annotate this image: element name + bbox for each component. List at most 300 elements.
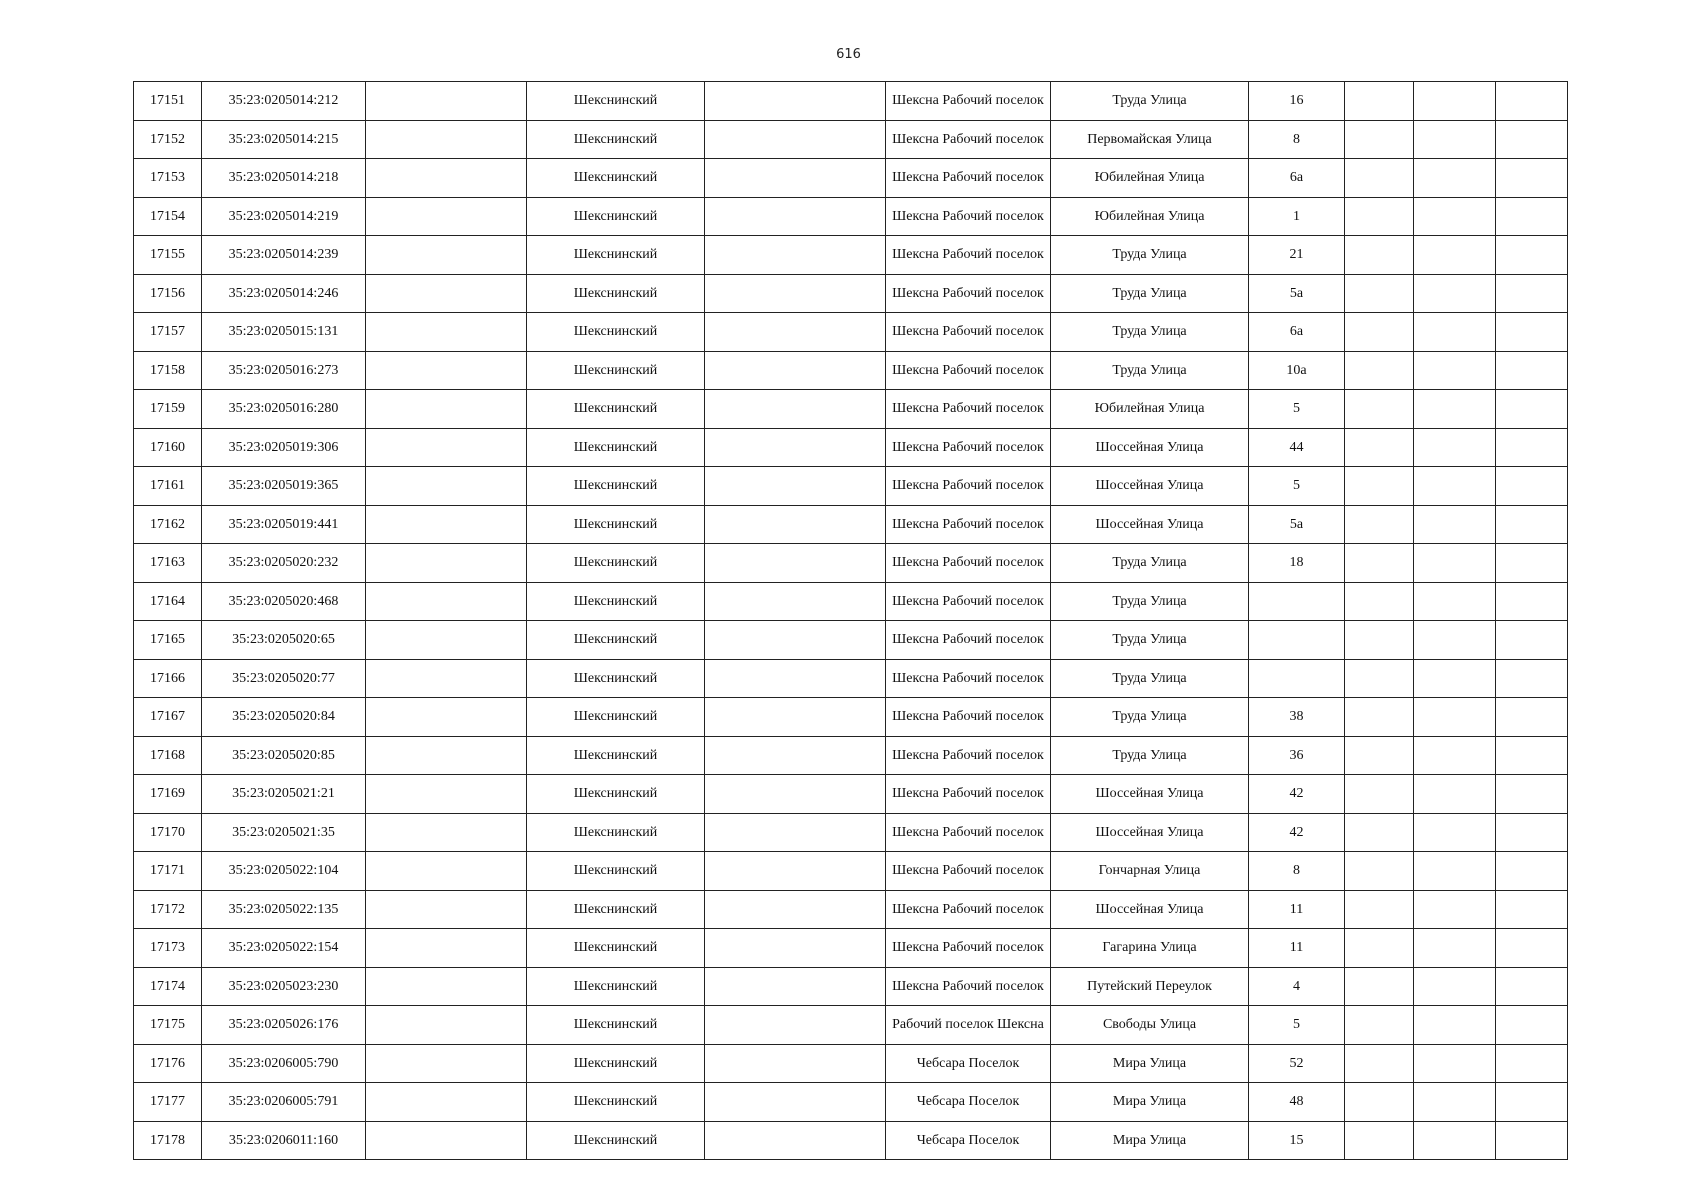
settlement-cell: Шексна Рабочий поселок [886,775,1051,814]
district-cell: Шекснинский [527,351,705,390]
blank-cell [1496,929,1568,968]
street-cell: Труда Улица [1051,236,1249,275]
blank-cell [1345,775,1414,814]
district-cell: Шекснинский [527,274,705,313]
house-number-cell: 6а [1249,159,1345,198]
district-cell: Шекснинский [527,467,705,506]
blank-cell [1496,120,1568,159]
house-number-cell [1249,582,1345,621]
settlement-cell: Шексна Рабочий поселок [886,582,1051,621]
row-number-cell: 17162 [134,505,202,544]
settlement-cell: Шексна Рабочий поселок [886,698,1051,737]
street-cell: Шоссейная Улица [1051,467,1249,506]
house-number-cell: 5а [1249,505,1345,544]
settlement-cell: Шексна Рабочий поселок [886,505,1051,544]
cadastral-number-cell: 35:23:0206005:790 [202,1044,366,1083]
house-number-cell: 38 [1249,698,1345,737]
house-number-cell: 36 [1249,736,1345,775]
settlement-cell: Шексна Рабочий поселок [886,621,1051,660]
blank-cell [705,236,886,275]
blank-cell [705,967,886,1006]
blank-cell [1496,1121,1568,1160]
district-cell: Шекснинский [527,313,705,352]
district-cell: Шекснинский [527,236,705,275]
row-number-cell: 17171 [134,852,202,891]
blank-cell [1345,1006,1414,1045]
district-cell: Шекснинский [527,390,705,429]
house-number-cell: 48 [1249,1083,1345,1122]
blank-cell [1345,505,1414,544]
street-cell: Труда Улица [1051,736,1249,775]
blank-cell [1414,1006,1496,1045]
blank-cell [366,775,527,814]
street-cell: Юбилейная Улица [1051,159,1249,198]
blank-cell [366,390,527,429]
blank-cell [705,775,886,814]
cadastral-number-cell: 35:23:0205014:218 [202,159,366,198]
settlement-cell: Шексна Рабочий поселок [886,659,1051,698]
blank-cell [366,813,527,852]
cadastral-number-cell: 35:23:0205015:131 [202,313,366,352]
house-number-cell: 5 [1249,1006,1345,1045]
blank-cell [366,1083,527,1122]
settlement-cell: Шексна Рабочий поселок [886,852,1051,891]
blank-cell [1414,351,1496,390]
blank-cell [705,698,886,737]
row-number-cell: 17158 [134,351,202,390]
house-number-cell: 8 [1249,852,1345,891]
blank-cell [1496,698,1568,737]
table-row [134,1083,1568,1122]
cadastral-number-cell: 35:23:0205020:84 [202,698,366,737]
blank-cell [366,505,527,544]
blank-cell [1345,274,1414,313]
cadastral-number-cell: 35:23:0205020:232 [202,544,366,583]
blank-cell [1345,852,1414,891]
blank-cell [705,659,886,698]
blank-cell [366,82,527,121]
table-row [134,659,1568,698]
table-row [134,351,1568,390]
settlement-cell: Шексна Рабочий поселок [886,82,1051,121]
blank-cell [705,82,886,121]
cadastral-number-cell: 35:23:0206011:160 [202,1121,366,1160]
settlement-cell: Чебсара Поселок [886,1083,1051,1122]
table-row [134,698,1568,737]
blank-cell [1345,236,1414,275]
row-number-cell: 17168 [134,736,202,775]
blank-cell [1496,274,1568,313]
district-cell: Шекснинский [527,197,705,236]
settlement-cell: Шексна Рабочий поселок [886,967,1051,1006]
house-number-cell: 21 [1249,236,1345,275]
row-number-cell: 17160 [134,428,202,467]
blank-cell [1496,351,1568,390]
blank-cell [705,890,886,929]
blank-cell [366,852,527,891]
blank-cell [366,467,527,506]
row-number-cell: 17175 [134,1006,202,1045]
street-cell: Труда Улица [1051,698,1249,737]
settlement-cell: Шексна Рабочий поселок [886,313,1051,352]
district-cell: Шекснинский [527,1083,705,1122]
row-number-cell: 17167 [134,698,202,737]
table-row [134,813,1568,852]
blank-cell [705,1083,886,1122]
blank-cell [1496,313,1568,352]
house-number-cell: 11 [1249,929,1345,968]
street-cell: Путейский Переулок [1051,967,1249,1006]
blank-cell [1345,544,1414,583]
street-cell: Юбилейная Улица [1051,390,1249,429]
street-cell: Первомайская Улица [1051,120,1249,159]
blank-cell [705,621,886,660]
district-cell: Шекснинский [527,82,705,121]
blank-cell [705,351,886,390]
blank-cell [1414,621,1496,660]
row-number-cell: 17173 [134,929,202,968]
house-number-cell: 10а [1249,351,1345,390]
blank-cell [1414,505,1496,544]
settlement-cell: Шексна Рабочий поселок [886,390,1051,429]
cadastral-number-cell: 35:23:0205023:230 [202,967,366,1006]
settlement-cell: Чебсара Поселок [886,1044,1051,1083]
blank-cell [705,813,886,852]
street-cell: Юбилейная Улица [1051,197,1249,236]
district-cell: Шекснинский [527,698,705,737]
row-number-cell: 17157 [134,313,202,352]
row-number-cell: 17177 [134,1083,202,1122]
blank-cell [705,505,886,544]
blank-cell [1345,1121,1414,1160]
house-number-cell: 42 [1249,813,1345,852]
blank-cell [1496,967,1568,1006]
row-number-cell: 17172 [134,890,202,929]
blank-cell [366,929,527,968]
table-row [134,313,1568,352]
blank-cell [1496,621,1568,660]
row-number-cell: 17165 [134,621,202,660]
blank-cell [366,582,527,621]
table-row [134,544,1568,583]
district-cell: Шекснинский [527,159,705,198]
house-number-cell [1249,659,1345,698]
blank-cell [1496,236,1568,275]
table-row [134,1121,1568,1160]
blank-cell [1414,852,1496,891]
table-row [134,967,1568,1006]
street-cell: Шоссейная Улица [1051,890,1249,929]
registry-table-body [134,82,1568,1160]
street-cell: Труда Улица [1051,351,1249,390]
district-cell: Шекснинский [527,428,705,467]
district-cell: Шекснинский [527,582,705,621]
blank-cell [1414,967,1496,1006]
blank-cell [1496,852,1568,891]
blank-cell [1414,582,1496,621]
row-number-cell: 17163 [134,544,202,583]
blank-cell [1345,390,1414,429]
table-row [134,582,1568,621]
settlement-cell: Шексна Рабочий поселок [886,890,1051,929]
blank-cell [366,698,527,737]
blank-cell [366,351,527,390]
blank-cell [1414,236,1496,275]
blank-cell [705,1006,886,1045]
settlement-cell: Шексна Рабочий поселок [886,351,1051,390]
cadastral-number-cell: 35:23:0205019:365 [202,467,366,506]
blank-cell [705,120,886,159]
blank-cell [705,1044,886,1083]
settlement-cell: Чебсара Поселок [886,1121,1051,1160]
street-cell: Шоссейная Улица [1051,428,1249,467]
street-cell: Шоссейная Улица [1051,813,1249,852]
table-row [134,1044,1568,1083]
district-cell: Шекснинский [527,852,705,891]
table-row [134,197,1568,236]
row-number-cell: 17170 [134,813,202,852]
district-cell: Шекснинский [527,120,705,159]
cadastral-number-cell: 35:23:0205014:219 [202,197,366,236]
house-number-cell: 11 [1249,890,1345,929]
settlement-cell: Шексна Рабочий поселок [886,159,1051,198]
blank-cell [1345,313,1414,352]
blank-cell [1345,159,1414,198]
blank-cell [1345,467,1414,506]
blank-cell [705,852,886,891]
district-cell: Шекснинский [527,967,705,1006]
row-number-cell: 17178 [134,1121,202,1160]
district-cell: Шекснинский [527,813,705,852]
page-number: 616 [836,47,861,62]
district-cell: Шекснинский [527,890,705,929]
blank-cell [1496,467,1568,506]
blank-cell [1496,736,1568,775]
cadastral-number-cell: 35:23:0205016:280 [202,390,366,429]
blank-cell [366,1121,527,1160]
house-number-cell: 1 [1249,197,1345,236]
street-cell: Свободы Улица [1051,1006,1249,1045]
settlement-cell: Шексна Рабочий поселок [886,813,1051,852]
district-cell: Шекснинский [527,929,705,968]
blank-cell [1496,582,1568,621]
blank-cell [705,428,886,467]
table-row [134,390,1568,429]
blank-cell [1345,698,1414,737]
cadastral-number-cell: 35:23:0206005:791 [202,1083,366,1122]
table-row [134,82,1568,121]
blank-cell [366,159,527,198]
blank-cell [1496,505,1568,544]
blank-cell [366,236,527,275]
district-cell: Шекснинский [527,775,705,814]
street-cell: Труда Улица [1051,621,1249,660]
house-number-cell: 5 [1249,390,1345,429]
cadastral-number-cell: 35:23:0205014:212 [202,82,366,121]
row-number-cell: 17156 [134,274,202,313]
blank-cell [1345,929,1414,968]
house-number-cell: 6а [1249,313,1345,352]
district-cell: Шекснинский [527,621,705,660]
blank-cell [1345,428,1414,467]
blank-cell [366,967,527,1006]
cadastral-number-cell: 35:23:0205022:135 [202,890,366,929]
blank-cell [366,274,527,313]
cadastral-number-cell: 35:23:0205019:441 [202,505,366,544]
table-row [134,120,1568,159]
blank-cell [1345,197,1414,236]
blank-cell [1414,929,1496,968]
blank-cell [1345,351,1414,390]
street-cell: Шоссейная Улица [1051,775,1249,814]
blank-cell [1414,428,1496,467]
cadastral-number-cell: 35:23:0205026:176 [202,1006,366,1045]
settlement-cell: Рабочий поселок Шексна [886,1006,1051,1045]
blank-cell [1345,890,1414,929]
district-cell: Шекснинский [527,659,705,698]
cadastral-number-cell: 35:23:0205014:239 [202,236,366,275]
blank-cell [1414,698,1496,737]
blank-cell [1345,813,1414,852]
blank-cell [366,890,527,929]
cadastral-number-cell: 35:23:0205020:468 [202,582,366,621]
house-number-cell: 4 [1249,967,1345,1006]
blank-cell [1496,428,1568,467]
table-row [134,274,1568,313]
blank-cell [1496,82,1568,121]
blank-cell [705,274,886,313]
blank-cell [366,428,527,467]
table-row [134,852,1568,891]
row-number-cell: 17164 [134,582,202,621]
settlement-cell: Шексна Рабочий поселок [886,236,1051,275]
cadastral-number-cell: 35:23:0205022:104 [202,852,366,891]
blank-cell [1496,197,1568,236]
row-number-cell: 17153 [134,159,202,198]
blank-cell [1496,159,1568,198]
blank-cell [1345,1083,1414,1122]
blank-cell [366,1044,527,1083]
blank-cell [1345,582,1414,621]
blank-cell [1414,544,1496,583]
row-number-cell: 17159 [134,390,202,429]
blank-cell [1414,775,1496,814]
table-row [134,467,1568,506]
street-cell: Труда Улица [1051,274,1249,313]
cadastral-number-cell: 35:23:0205014:246 [202,274,366,313]
blank-cell [366,736,527,775]
street-cell: Труда Улица [1051,313,1249,352]
street-cell: Мира Улица [1051,1044,1249,1083]
settlement-cell: Шексна Рабочий поселок [886,736,1051,775]
blank-cell [1414,120,1496,159]
cadastral-number-cell: 35:23:0205021:21 [202,775,366,814]
blank-cell [366,120,527,159]
blank-cell [366,544,527,583]
district-cell: Шекснинский [527,505,705,544]
blank-cell [705,467,886,506]
street-cell: Труда Улица [1051,544,1249,583]
blank-cell [1496,1006,1568,1045]
street-cell: Шоссейная Улица [1051,505,1249,544]
row-number-cell: 17169 [134,775,202,814]
blank-cell [366,197,527,236]
cadastral-number-cell: 35:23:0205014:215 [202,120,366,159]
blank-cell [1496,659,1568,698]
settlement-cell: Шексна Рабочий поселок [886,929,1051,968]
house-number-cell: 16 [1249,82,1345,121]
district-cell: Шекснинский [527,736,705,775]
blank-cell [1414,197,1496,236]
blank-cell [1414,736,1496,775]
blank-cell [705,159,886,198]
blank-cell [1496,775,1568,814]
blank-cell [366,1006,527,1045]
settlement-cell: Шексна Рабочий поселок [886,274,1051,313]
house-number-cell: 5 [1249,467,1345,506]
blank-cell [1496,1044,1568,1083]
house-number-cell: 15 [1249,1121,1345,1160]
blank-cell [1414,659,1496,698]
settlement-cell: Шексна Рабочий поселок [886,197,1051,236]
cadastral-number-cell: 35:23:0205020:77 [202,659,366,698]
blank-cell [1345,736,1414,775]
blank-cell [1496,390,1568,429]
blank-cell [1496,813,1568,852]
blank-cell [1345,621,1414,660]
blank-cell [366,621,527,660]
cadastral-number-cell: 35:23:0205016:273 [202,351,366,390]
cadastral-number-cell: 35:23:0205021:35 [202,813,366,852]
house-number-cell: 18 [1249,544,1345,583]
blank-cell [705,313,886,352]
table-row [134,621,1568,660]
blank-cell [1496,1083,1568,1122]
district-cell: Шекснинский [527,1006,705,1045]
registry-table [133,81,1568,1160]
row-number-cell: 17151 [134,82,202,121]
blank-cell [1345,967,1414,1006]
blank-cell [1414,813,1496,852]
blank-cell [366,313,527,352]
street-cell: Труда Улица [1051,659,1249,698]
blank-cell [705,544,886,583]
district-cell: Шекснинский [527,1121,705,1160]
blank-cell [1414,159,1496,198]
table-row [134,890,1568,929]
house-number-cell [1249,621,1345,660]
blank-cell [1496,544,1568,583]
street-cell: Труда Улица [1051,582,1249,621]
blank-cell [1414,1121,1496,1160]
table-row [134,929,1568,968]
row-number-cell: 17166 [134,659,202,698]
settlement-cell: Шексна Рабочий поселок [886,467,1051,506]
row-number-cell: 17154 [134,197,202,236]
blank-cell [1414,274,1496,313]
blank-cell [1496,890,1568,929]
house-number-cell: 52 [1249,1044,1345,1083]
blank-cell [705,1121,886,1160]
blank-cell [1345,120,1414,159]
street-cell: Мира Улица [1051,1121,1249,1160]
house-number-cell: 5а [1249,274,1345,313]
settlement-cell: Шексна Рабочий поселок [886,428,1051,467]
street-cell: Труда Улица [1051,82,1249,121]
table-row [134,775,1568,814]
table-row [134,736,1568,775]
blank-cell [366,659,527,698]
